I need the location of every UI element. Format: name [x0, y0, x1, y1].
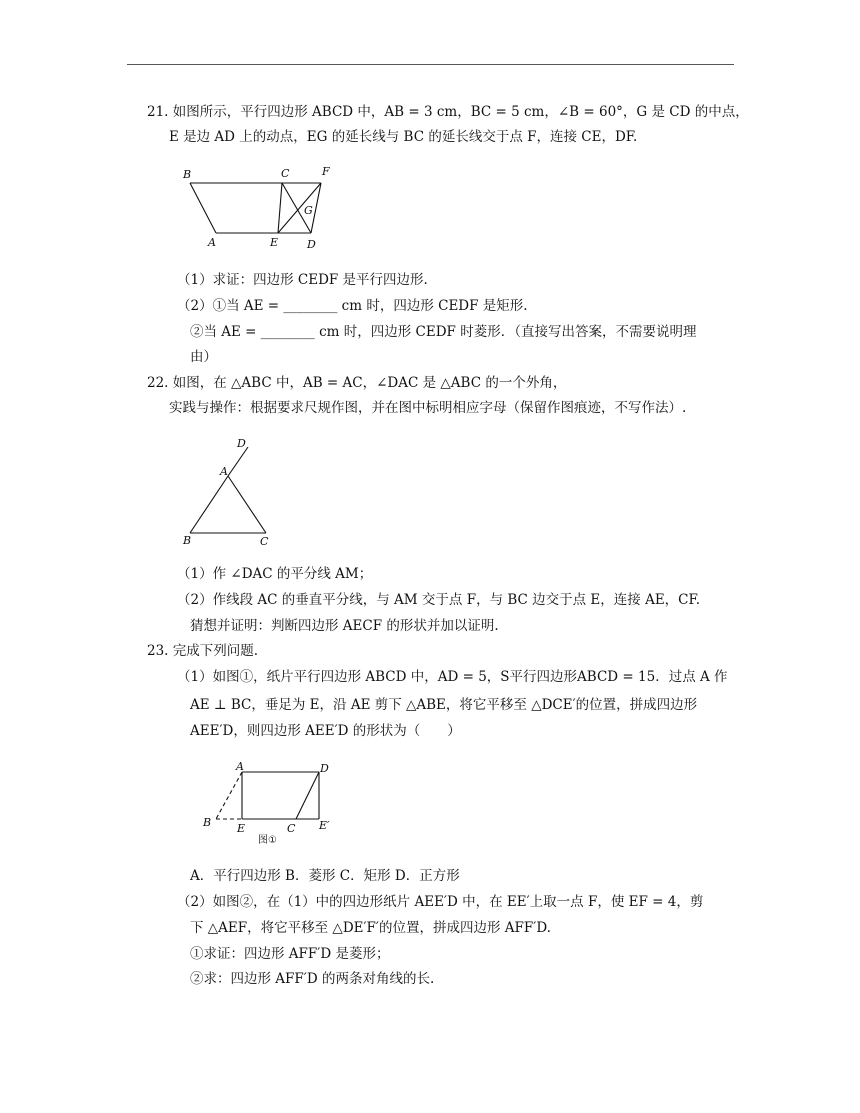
- q22-part-2: （2）作线段 AC 的垂直平分线，与 AM 交于点 F，与 BC 边交于点 E，连接 AE，CF.: [177, 592, 701, 608]
- label-e-prime: E′: [319, 819, 330, 832]
- q21-part-2b: ②当 AE = ________ cm 时，四边形 CEDF 时菱形．（直接写出答案，不需要说明理: [190, 324, 697, 340]
- label-a: A: [236, 760, 244, 773]
- label-c: C: [281, 167, 290, 180]
- q22-part-3: 猜想并证明：判断四边形 AECF 的形状并加以证明.: [190, 618, 499, 634]
- segment-ef: [278, 183, 321, 233]
- q23-part1-line-3: AEE′D，则四边形 AEE′D 的形状为（ ）: [190, 723, 461, 739]
- q23-figure-1: [198, 756, 348, 851]
- q21-parallelogram-figure: [178, 163, 338, 253]
- segment-dc: [296, 772, 319, 819]
- q21-text-line-1: 21. 如图所示，平行四边形 ABCD 中，AB = 3 cm，BC = 5 cm，∠B = 60°，G 是 CD 的中点，: [147, 104, 749, 120]
- q21-part-1: （1）求证：四边形 CEDF 是平行四边形.: [177, 272, 428, 288]
- q23-title: 23. 完成下列问题.: [147, 643, 259, 659]
- label-e: E: [270, 236, 279, 249]
- label-b: B: [183, 168, 192, 181]
- label-b: B: [203, 816, 212, 829]
- ray-ad: [228, 447, 248, 476]
- label-c: C: [287, 822, 296, 835]
- header-rule: [127, 64, 734, 65]
- segment-ce: [278, 183, 282, 233]
- label-e: E: [237, 822, 246, 835]
- segment-ab: [190, 476, 228, 533]
- label-c: C: [260, 535, 269, 548]
- segment-ab-dashed: [216, 772, 242, 819]
- q21-part-2c: 由）: [190, 349, 217, 365]
- q23-part1-line-2: AE ⊥ BC，垂足为 E，沿 AE 剪下 △ABE，将它平移至 △DCE′的位置，拼成四边形: [190, 697, 698, 713]
- q22-text-line-1: 22. 如图，在 △ABC 中，AB = AC，∠DAC 是 △ABC 的一个外角，: [147, 375, 567, 391]
- label-b: B: [183, 534, 192, 547]
- label-a: A: [208, 236, 216, 249]
- label-d: D: [237, 437, 246, 450]
- segment-ba: [190, 183, 216, 233]
- label-g: G: [304, 204, 313, 217]
- label-d: D: [307, 238, 316, 251]
- label-d: D: [320, 762, 329, 775]
- figure-caption: 图①: [258, 835, 277, 846]
- label-a: A: [220, 465, 228, 478]
- q21-part-2a: （2）①当 AE = ________ cm 时，四边形 CEDF 是矩形.: [177, 298, 528, 314]
- q22-text-line-2: 实践与操作：根据要求尺规作图，并在图中标明相应字母（保留作图痕迹，不写作法）.: [169, 400, 687, 416]
- q22-part-1: （1）作 ∠DAC 的平分线 AM；: [177, 566, 373, 582]
- q23-part2-line-1: （2）如图②，在（1）中的四边形纸片 AEE′D 中，在 EE′上取一点 F，使 EF = 4，剪: [177, 894, 704, 910]
- q23-part2-line-2: 下 △AEF，将它平移至 △DE′F′的位置，拼成四边形 AFF′D.: [190, 920, 551, 936]
- q23-choices: A．平行四边形 B．菱形 C．矩形 D．正方形: [190, 868, 460, 884]
- q22-triangle-figure: [180, 433, 280, 548]
- segment-ac: [228, 476, 266, 533]
- q21-text-line-2: E 是边 AD 上的动点，EG 的延长线与 BC 的延长线交于点 F，连接 CE，DF.: [169, 129, 638, 145]
- q23-part2-line-3: ①求证：四边形 AFF′D 是菱形；: [190, 946, 390, 962]
- q23-part1-line-1: （1）如图①，纸片平行四边形 ABCD 中，AD = 5，S平行四边形ABCD = 15．过点 A 作: [177, 669, 728, 685]
- label-f: F: [322, 165, 330, 178]
- q23-part2-line-4: ②求：四边形 AFF′D 的两条对角线的长.: [190, 971, 435, 987]
